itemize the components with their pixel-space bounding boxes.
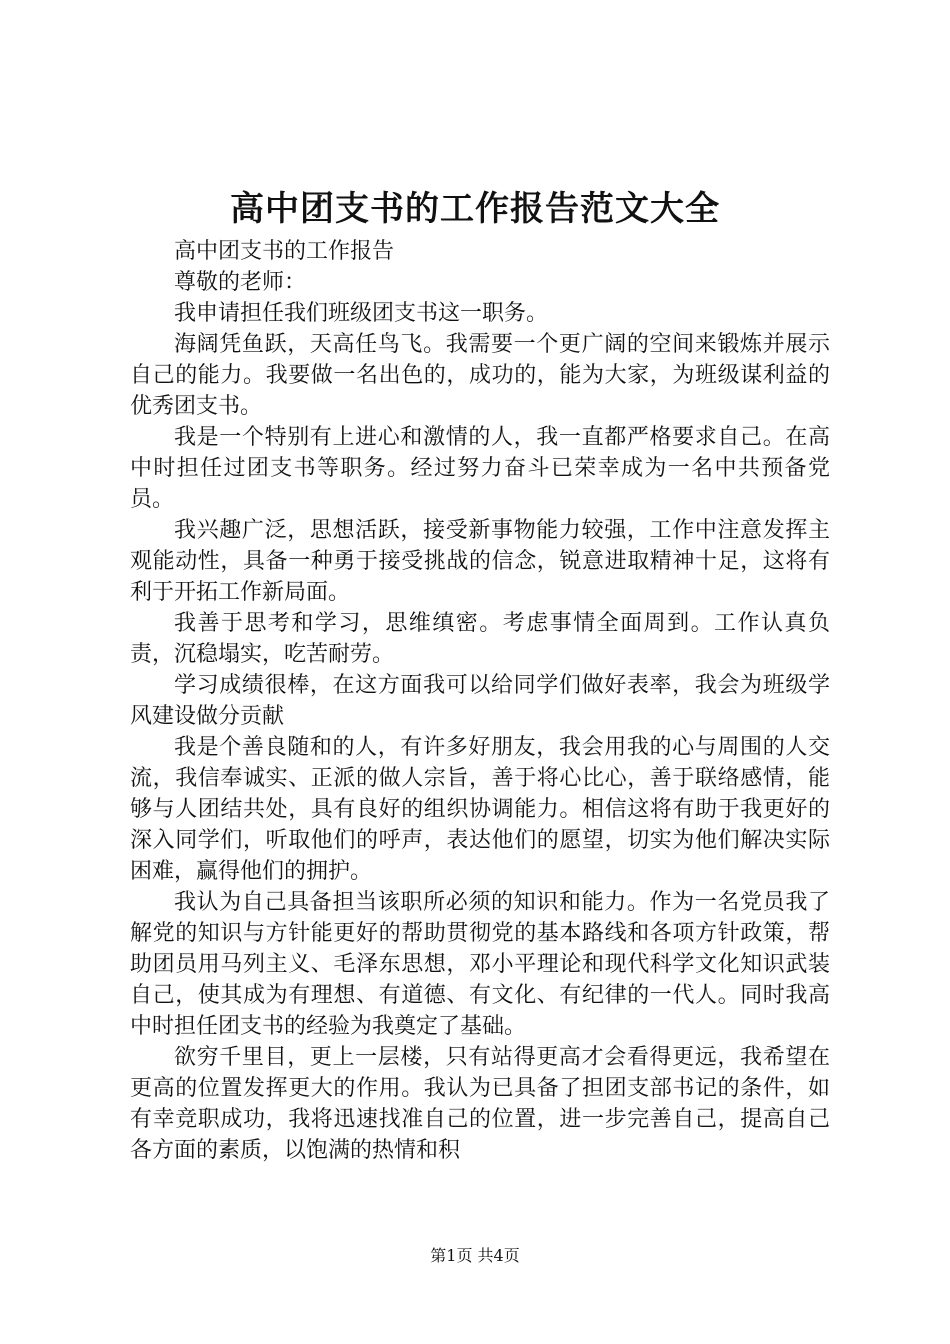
- paragraph: 我认为自己具备担当该职所必须的知识和能力。作为一名党员我了解党的知识与方针能更好的帮助贯彻党的基本路线和各项方针政策，帮助团员用马列主义、毛泽东思想，邓小平理论和现代科学文化知识武装自己，使其成为有理想、有道德、有文化、有纪律的一代人。同时我高中时担任团支书的经验为我奠定了基础。: [130, 890, 830, 1039]
- paragraph: 海阔凭鱼跃，天高任鸟飞。我需要一个更广阔的空间来锻炼并展示自己的能力。我要做一名出色的，成功的，能为大家，为班级谋利益的优秀团支书。: [130, 332, 830, 419]
- document-title: 高中团支书的工作报告范文大全: [230, 189, 720, 229]
- paragraph: 我是个善良随和的人，有许多好朋友，我会用我的心与周围的人交流，我信奉诚实、正派的做人宗旨，善于将心比心，善于联络感情，能够与人团结共处，具有良好的组织协调能力。相信这将有助于我更好的深入同学们，听取他们的呼声，表达他们的愿望，切实为他们解决实际困难，赢得他们的拥护。: [130, 735, 830, 884]
- paragraph: 我善于思考和学习，思维缜密。考虑事情全面周到。工作认真负责，沉稳塌实，吃苦耐劳。: [130, 611, 830, 667]
- paragraph: 我兴趣广泛，思想活跃，接受新事物能力较强，工作中注意发挥主观能动性，具备一种勇于接受挑战的信念，锐意进取精神十足，这将有利于开拓工作新局面。: [130, 518, 830, 605]
- document-body: [130, 236, 830, 1166]
- paragraph: 我是一个特别有上进心和激情的人，我一直都严格要求自己。在高中时担任过团支书等职务。经过努力奋斗已荣幸成为一名中共预备党员。: [130, 425, 830, 512]
- paragraph: 尊敬的老师：: [174, 270, 307, 295]
- paragraph: 欲穷千里目，更上一层楼，只有站得更高才会看得更远，我希望在更高的位置发挥更大的作用。我认为已具备了担团支部书记的条件，如有幸竞职成功，我将迅速找准自己的位置，进一步完善自己，提高自己各方面的素质，以饱满的热情和积: [130, 1045, 830, 1163]
- paragraph: 我申请担任我们班级团支书这一职务。: [174, 301, 549, 326]
- page-number-footer: 第1页 共4页: [430, 1246, 520, 1265]
- paragraph: 高中团支书的工作报告: [174, 239, 395, 264]
- paragraph: 学习成绩很棒，在这方面我可以给同学们做好表率，我会为班级学风建设做分贡献: [130, 673, 830, 729]
